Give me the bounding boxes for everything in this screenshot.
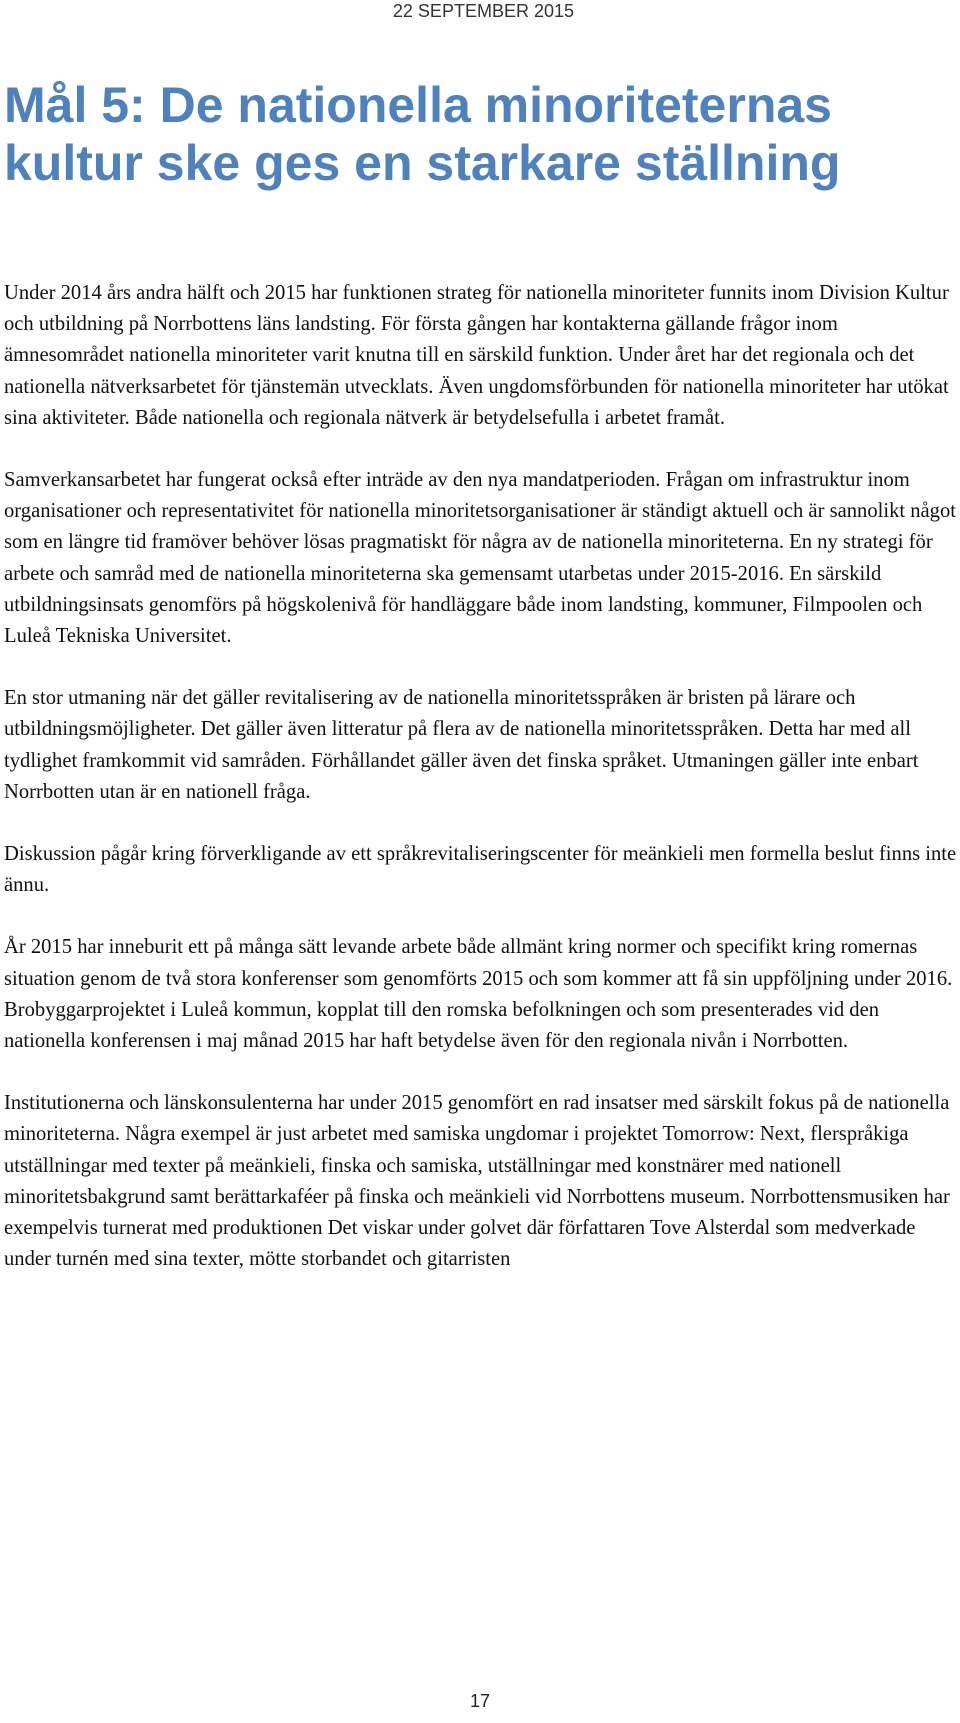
paragraph: År 2015 har inneburit ett på många sätt levande arbete både allmänt kring normer och specifikt kring romernas situation genom de två stora konferenser som genomförts 2015 och som kommer att få sin uppföljning under 2016. Brobyggarprojektet i Luleå kommun, kopplat till den romska befolkningen och som presenterades vid den nationella konferensen i maj månad 2015 har haft betydelse även för den regionala nivån i Norrbotten. [4, 936, 953, 1053]
paragraph: Under 2014 års andra hälft och 2015 har funktionen strateg för nationella minoriteter funnits inom Division Kultur och utbildning på Norrbottens läns landsting. För första gången har kontakterna gällande frågor inom ämnesområdet nationella minoriteter varit knutna till en särskild funktion. Under året har det regionala och det nationella nätverksarbetet för tjänstemän utvecklats. Även ungdomsförbunden för nationella minoriteter har utökat sina aktiviteter. Både nationella och regionala nätverk är betydelsefulla i arbetet framåt. [4, 282, 949, 429]
body-text [4, 278, 959, 1306]
header-date: 22 SEPTEMBER 2015 [392, 1, 574, 21]
page-number: 17 [469, 1691, 491, 1711]
paragraph: Diskussion pågår kring förverkligande av ett språkrevitaliseringscenter för meänkieli men formella beslut finns inte ännu. [4, 843, 957, 897]
page-title: Mål 5: De nationella minoriteternas kultur ske ges en starkare ställning [4, 77, 841, 191]
paragraph: En stor utmaning när det gäller revitalisering av de nationella minoritetsspråken är bristen på lärare och utbildningsmöjligheter. Det gäller även litteratur på flera av de nationella minoritetsspråken. Detta har med all tydlighet framkommit vid samråden. Förhållandet gäller även det finska språket. Utmaningen gäller inte enbart Norrbotten utan är en nationell fråga. [4, 687, 919, 803]
paragraph: Institutionerna och länskonsulenterna har under 2015 genomfört en rad insatser med särskilt fokus på de nationella minoriteterna. Några exempel är just arbetet med samiska ungdomar i projektet Tomorrow: Next, flerspråkiga utställningar med texter på meänkieli, finska och samiska, utställningar med konstnärer med nationell minoritetsbakgrund samt berättarkaféer på finska och meänkieli vid Norrbottens museum. Norrbottensmusiken har exempelvis turnerat med produktionen Det viskar under golvet där författaren Tove Alsterdal som medverkade under turnén med sina texter, mötte storbandet och gitarristen [4, 1092, 950, 1271]
paragraph: Samverkansarbetet har fungerat också efter inträde av den nya mandatperioden. Frågan om infrastruktur inom organisationer och representativitet för nationella minoritetsorganisationer är ständigt aktuell och är sannolikt något som en längre tid framöver behöver lösas pragmatiskt för några av de nationella minoriteterna. En ny strategi för arbete och samråd med de nationella minoriteterna ska gemensamt utarbetas under 2015-2016. En särskild utbildningsinsats genomförs på högskolenivå för handläggare både inom landsting, kommuner, Filmpoolen och Luleå Tekniska Universitet. [4, 469, 956, 648]
